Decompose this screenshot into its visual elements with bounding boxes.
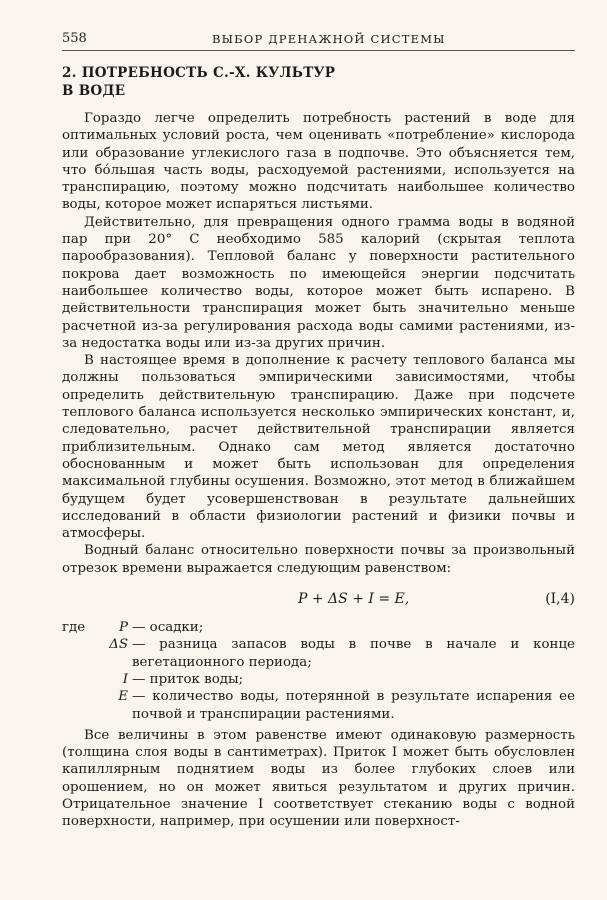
- legend-symbol: ΔS: [109, 637, 128, 653]
- legend-desc: — разница запасов воды в почве в начале и конце вегетационного периода;: [132, 637, 575, 670]
- legend-desc: — приток воды;: [132, 671, 244, 687]
- legend-lead: где: [62, 620, 86, 636]
- paragraph-3: В настоящее время в дополнение к расчету теплового баланса мы должны пользоваться эмпирическими зависимостями, чтобы определить действительную транспирацию. Даже при подсчете теплового баланса используется несколько эмпирических констант, и, следовательно, расчет действительной транспирации является приблизительным. Однако сам метод является достаточно обоснованным и может быть использован для определения максимальной глубины осушения. Возможно, этот метод в ближайшем будущем будет усовершенствован в результате дальнейших исследований в области физиологии растений и физики почвы и атмосферы.: [62, 353, 575, 542]
- legend-row: [62, 636, 575, 671]
- legend-symbol: E: [118, 689, 128, 705]
- legend-desc: — осадки;: [132, 620, 204, 636]
- equation-legend: [62, 619, 575, 723]
- running-header: [62, 28, 575, 51]
- paragraph-2: Действительно, для превращения одного грамма воды в водяной пар при 20° С необходимо 585 калорий (скрытая теплота парообразования). Тепловой баланс у поверхности растительного покрова дает возможность по имеющейся энергии подсчитать наибольшее количество воды, которое может быть испарено. В действительности транспирация может быть значительно меньше расчетной из-за регулирования расхода воды самими растениями, из-за недостатка воды или из-за других причин.: [62, 214, 575, 351]
- legend-row: [62, 671, 575, 688]
- paragraph-1: Гораздо легче определить потребность растений в воде для оптимальных условий роста, чем оценивать «потребление» кислорода или образование углекислого газа в подпочве. Это объясняется тем, что бо́льшая часть воды, расходуемой растениями, используется на транспирацию, поэтому можно подсчитать наибольшее количество воды, которое может испаряться листьями.: [62, 111, 575, 213]
- section-heading-line2: В ВОДЕ: [62, 83, 126, 99]
- legend-symbol: I: [122, 671, 128, 687]
- legend-symbol: P: [118, 620, 128, 636]
- paragraph-4: Водный баланс относительно поверхности почвы за произвольный отрезок времени выражается следующим равенством:: [62, 543, 575, 576]
- page-content: [62, 64, 575, 831]
- equation-number: (I,4): [545, 591, 575, 608]
- paragraph-5: Все величины в этом равенстве имеют одинаковую размерность (толщина слоя воды в сантиметрах). Приток I может быть обусловлен капиллярным поднятием воды из более глубоких слоев или орошением, но он может явиться результатом и других причин. Отрицательное значение I соответствует стеканию воды с водной поверхности, например, при осушении или поверхност-: [62, 727, 575, 830]
- page-number: 558: [62, 31, 87, 46]
- legend-desc: — количество воды, потерянной в результате испарения ее почвой и транспирации растениями.: [132, 689, 575, 722]
- section-heading: [62, 64, 575, 100]
- legend-row: [62, 688, 575, 723]
- legend-row: [62, 619, 575, 636]
- section-heading-line1: 2. ПОТРЕБНОСТЬ С.-Х. КУЛЬТУР: [62, 65, 336, 81]
- equation-formula: P + ΔS + I = E,: [298, 591, 410, 608]
- equation-block: [62, 585, 575, 615]
- running-title: ВЫБОР ДРЕНАЖНОЙ СИСТЕМЫ: [212, 32, 446, 46]
